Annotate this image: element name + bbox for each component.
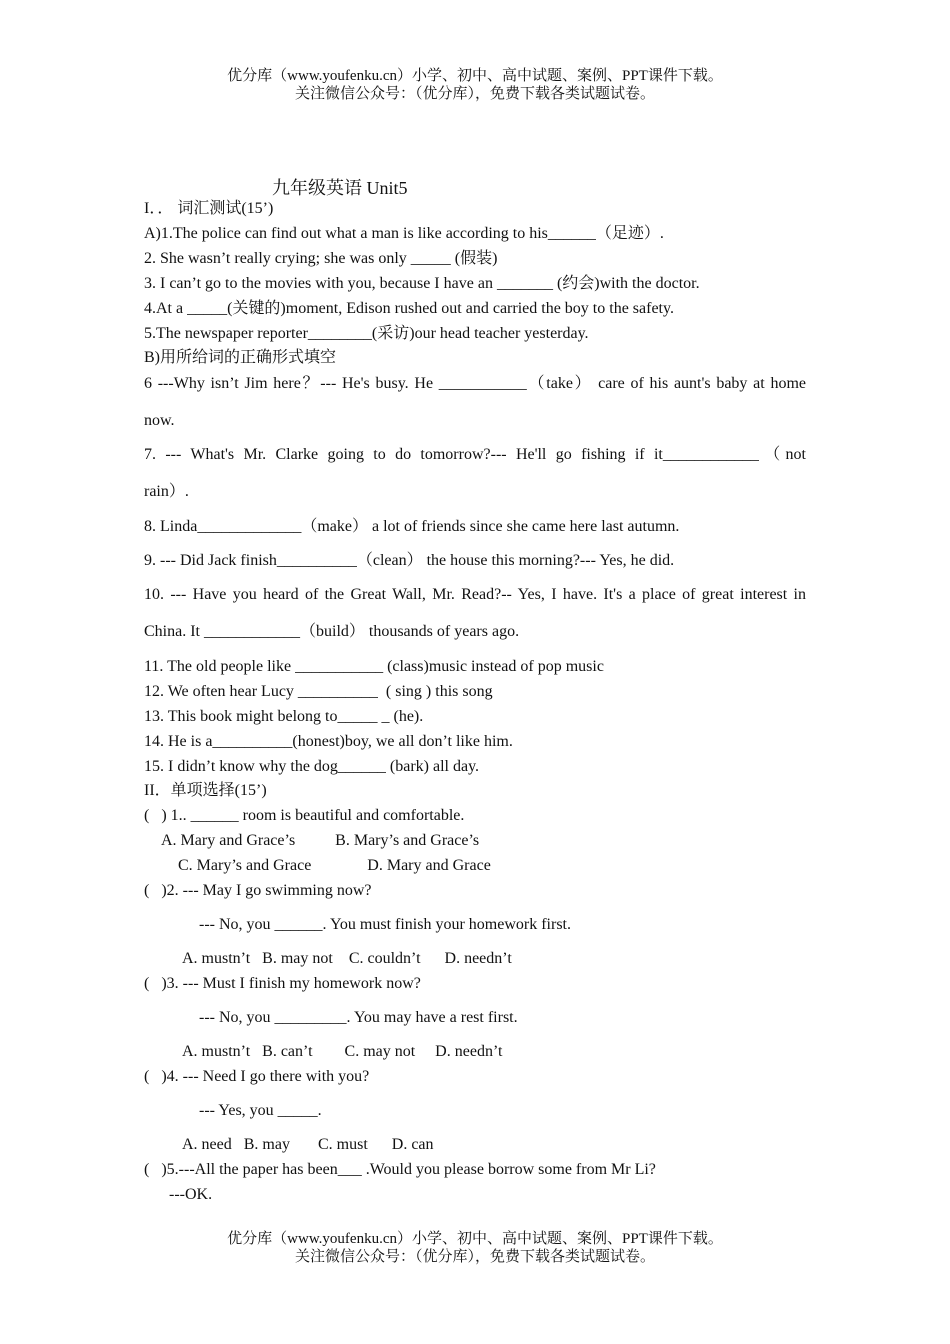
choice-1-options-cd: C. Mary’s and Grace D. Mary and Grace bbox=[178, 857, 491, 874]
question-8: 8. Linda_____________（make） a lot of friends since she came here last autumn. bbox=[144, 518, 680, 535]
choice-question-1: ( ) 1.. ______ room is beautiful and comfortable. bbox=[144, 807, 465, 824]
choice-3-response: --- No, you _________. You may have a rest first. bbox=[199, 1009, 518, 1026]
vocab-question-5: 5.The newspaper reporter________(采访)our head teacher yesterday. bbox=[144, 325, 589, 342]
question-10-line-1: 10. --- Have you heard of the Great Wall, Mr. Read?-- Yes, I have. It's a place of great interest in bbox=[144, 586, 806, 603]
choice-5-response: ---OK. bbox=[169, 1186, 213, 1203]
footer-line-2: 关注微信公众号：（优分库），免费下载各类试题试卷。 bbox=[294, 1249, 655, 1265]
vocab-question-4: 4.At a _____(关键的)moment, Edison rushed out and carried the boy to the safety. bbox=[144, 300, 674, 317]
question-13: 13. This book might belong to_____ _ (he). bbox=[144, 708, 424, 725]
header-line-1: 优分库（www.youfenku.cn）小学、初中、高中试题、案例、PPT课件下载。 bbox=[227, 68, 723, 84]
vocab-question-1: A)1.The police can find out what a man is like according to his______（足迹）. bbox=[144, 225, 664, 242]
choice-question-4: ( )4. --- Need I go there with you? bbox=[144, 1068, 370, 1085]
question-9: 9. --- Did Jack finish__________（clean） the house this morning?--- Yes, he did. bbox=[144, 552, 675, 569]
choice-1-options-ab: A. Mary and Grace’s B. Mary’s and Grace’s bbox=[161, 832, 480, 849]
question-11: 11. The old people like ___________ (class)music instead of pop music bbox=[144, 658, 604, 675]
choice-4-options: A. need B. may C. must D. can bbox=[182, 1136, 434, 1153]
choice-2-response: --- No, you ______. You must finish your homework first. bbox=[199, 916, 571, 933]
page-title: 九年级英语 Unit5 bbox=[272, 178, 408, 198]
choice-3-options: A. mustn’t B. can’t C. may not D. needn’t bbox=[182, 1043, 503, 1060]
question-6-line-2: now. bbox=[144, 412, 175, 429]
vocab-question-2: 2. She wasn’t really crying; she was only _____ (假装) bbox=[144, 250, 498, 267]
vocab-question-3: 3. I can’t go to the movies with you, because I have an _______ (约会)with the doctor. bbox=[144, 275, 700, 292]
question-12: 12. We often hear Lucy __________ ( sing ) this song bbox=[144, 683, 493, 700]
choice-question-5: ( )5.---All the paper has been___ .Would you please borrow some from Mr Li? bbox=[144, 1161, 656, 1178]
question-7-line-1: 7. --- What's Mr. Clarke going to do tomorrow?--- He'll go fishing if it____________（not bbox=[144, 446, 806, 463]
page-header bbox=[0, 67, 950, 103]
part-b-heading: B)用所给词的正确形式填空 bbox=[144, 349, 337, 366]
question-6-line-1: 6 ---Why isn’t Jim here？--- He's busy. He ___________（take） care of his aunt's baby at home bbox=[144, 375, 806, 392]
question-14: 14. He is a__________(honest)boy, we all don’t like him. bbox=[144, 733, 513, 750]
page-footer bbox=[0, 1230, 950, 1266]
question-10-line-2: China. It ____________（build） thousands of years ago. bbox=[144, 623, 520, 640]
choice-4-response: --- Yes, you _____. bbox=[199, 1102, 322, 1119]
question-15: 15. I didn’t know why the dog______ (bark) all day. bbox=[144, 758, 480, 775]
question-7-line-2: rain）. bbox=[144, 483, 189, 500]
header-line-2: 关注微信公众号：（优分库），免费下载各类试题试卷。 bbox=[294, 86, 655, 102]
footer-line-1: 优分库（www.youfenku.cn）小学、初中、高中试题、案例、PPT课件下载。 bbox=[227, 1231, 723, 1247]
section-1-heading: I．． 词汇测试(15’) bbox=[144, 200, 274, 217]
choice-question-2: ( )2. --- May I go swimming now? bbox=[144, 882, 372, 899]
section-2-heading: II．单项选择(15’) bbox=[144, 782, 267, 799]
choice-question-3: ( )3. --- Must I finish my homework now? bbox=[144, 975, 421, 992]
choice-2-options: A. mustn’t B. may not C. couldn’t D. needn’t bbox=[182, 950, 512, 967]
